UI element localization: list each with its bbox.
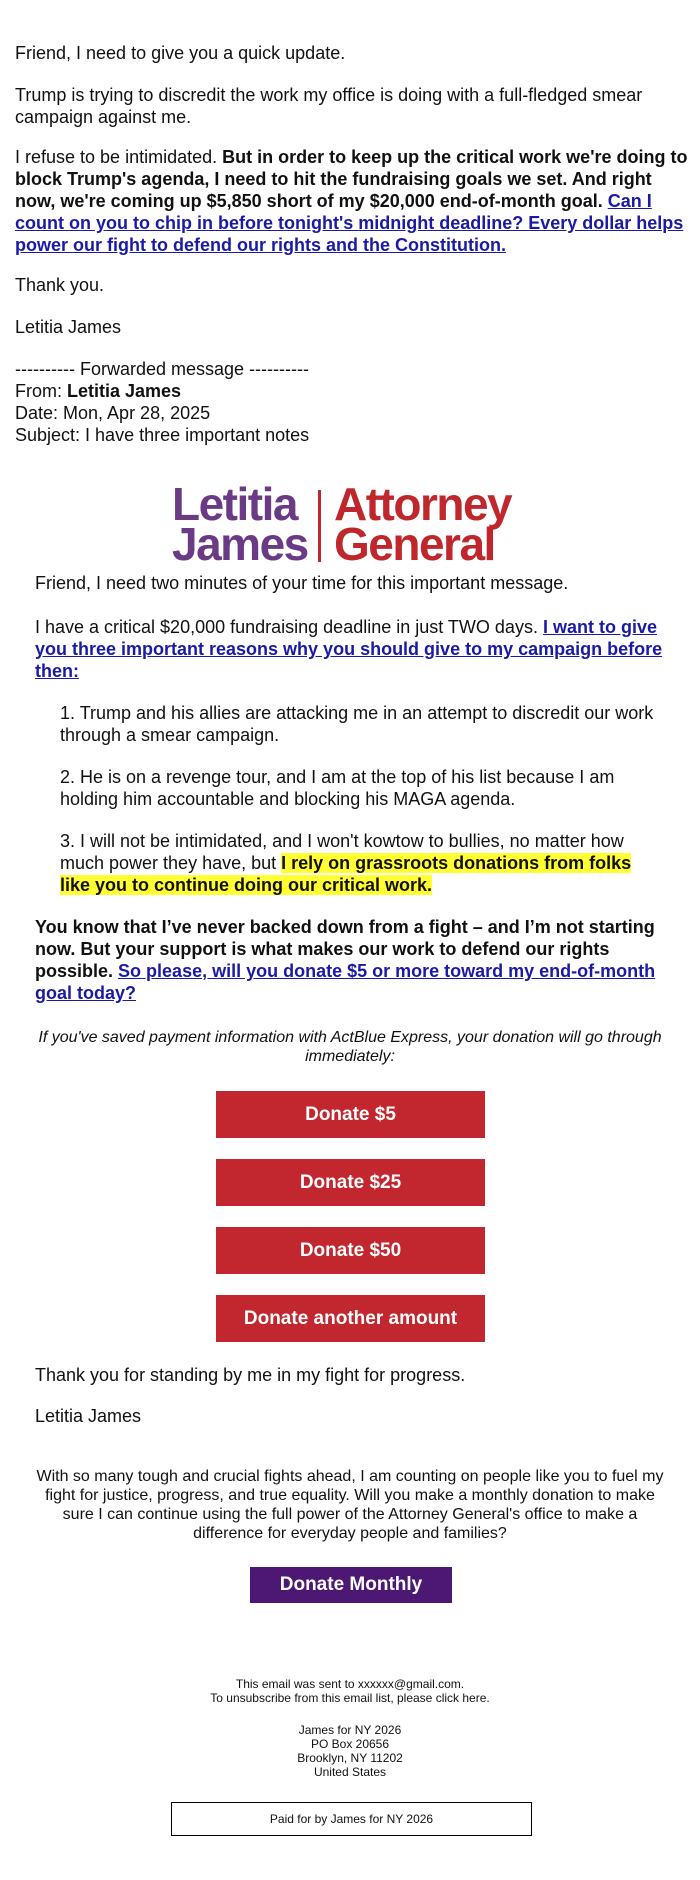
- from-label: From:: [15, 381, 67, 401]
- footer-address: [0, 1723, 700, 1779]
- forwarded-header: ---------- Forwarded message ----------: [15, 359, 309, 379]
- campaign-logo: [172, 478, 532, 570]
- intro-paragraph-2: [15, 146, 690, 256]
- logo-title-line-2: General: [334, 518, 495, 570]
- monthly-pitch: With so many tough and crucial fights ahead, I am counting on people like you to fuel my fight for justice, progress, and true equality. Will you make a monthly donation to make sure I can continue using the full power of the Attorney General's office to make a difference for everyday people and families?: [36, 1468, 664, 1542]
- express-note: If you've saved payment information with ActBlue Express, your donation will go through immediately:: [38, 1029, 662, 1065]
- footer-country: United States: [313, 1765, 387, 1779]
- forwarded-subject: Subject: I have three important notes: [15, 425, 310, 445]
- logo-divider: [318, 490, 321, 562]
- three-reasons-link[interactable]: I want to give you three important reasons why you should give to my campaign before then:: [35, 617, 663, 681]
- forwarded-date: Date: Mon, Apr 28, 2025: [15, 403, 211, 423]
- intro-signature: Letitia James: [15, 317, 122, 337]
- reason-item-3: [60, 830, 665, 896]
- reason-3-highlight: I rely on grassroots donations from folks like you to continue doing our critical work.: [60, 853, 632, 895]
- body-p3-bold: You know that I’ve never backed down from a fight – and I’m not starting now. But your support is what makes our work to defend our rights possible.: [35, 917, 655, 981]
- intro-p2-plain: I refuse to be intimidated.: [15, 147, 223, 167]
- closing-thanks: Thank you for standing by me in my fight for progress.: [35, 1365, 466, 1385]
- paid-for-disclaimer: Paid for by James for NY 2026: [171, 1802, 532, 1836]
- donate-50-button[interactable]: Donate $50: [216, 1227, 485, 1274]
- body-paragraph-2: [35, 616, 670, 682]
- from-name: Letitia James: [67, 381, 182, 401]
- body-paragraph-1: Friend, I need two minutes of your time for this important message.: [35, 573, 569, 593]
- logo-title-line-1: Attorney: [334, 478, 512, 530]
- unsubscribe-prefix: To unsubscribe from this email list, please click: [210, 1691, 463, 1705]
- donate-25-button[interactable]: Donate $25: [216, 1159, 485, 1206]
- footer-city: Brooklyn, NY 11202: [297, 1751, 403, 1765]
- reason-item-2: 2. He is on a revenge tour, and I am at the top of his list because I am holding him accountable and blocking his MAGA agenda.: [60, 767, 615, 809]
- donate-5-button[interactable]: Donate $5: [216, 1091, 485, 1138]
- footer-unsubscribe: [0, 1691, 700, 1705]
- intro-p2-bold: But in order to keep up the critical work we're doing to block Trump's agenda, I need to hit the fundraising goals we set. And right now, we're coming up $5,850 short of my $20,000 end-of-month goal.: [15, 147, 688, 211]
- body-p2-plain: I have a critical $20,000 fundraising deadline in just TWO days.: [35, 617, 543, 637]
- logo-title: [334, 478, 512, 570]
- intro-greeting: Friend, I need to give you a quick update.: [15, 43, 346, 63]
- footer-po-box: PO Box 20656: [310, 1737, 390, 1751]
- intro-paragraph-1: Trump is trying to discredit the work my office is doing with a full-fledged smear campaign against me.: [15, 85, 643, 127]
- donate-monthly-button[interactable]: Donate Monthly: [250, 1567, 452, 1603]
- footer-sent-to: This email was sent to xxxxxx@gmail.com.: [235, 1677, 465, 1691]
- donate-other-button[interactable]: Donate another amount: [216, 1295, 485, 1342]
- logo-first-name: Letitia: [172, 478, 297, 530]
- reason-item-1: 1. Trump and his allies are attacking me in an attempt to discredit our work through a smear campaign.: [60, 703, 654, 745]
- closing-signature: Letitia James: [35, 1406, 142, 1426]
- forwarded-from: [15, 380, 615, 402]
- logo-last-name: James: [172, 518, 308, 570]
- body-paragraph-3: [35, 916, 670, 1004]
- forwarded-block: [15, 358, 615, 446]
- unsubscribe-link[interactable]: here: [462, 1691, 487, 1705]
- intro-thanks: Thank you.: [15, 275, 105, 295]
- unsubscribe-suffix: .: [486, 1691, 490, 1705]
- reason-3-plain: 3. I will not be intimidated, and I won't kowtow to bullies, no matter how much power they have, but: [60, 831, 624, 873]
- footer-org: James for NY 2026: [298, 1723, 402, 1737]
- logo-name: [172, 478, 308, 570]
- donate-five-link[interactable]: So please, will you donate $5 or more toward my end-of-month goal today?: [35, 961, 656, 1003]
- chip-in-link[interactable]: Can I count on you to chip in before tonight's midnight deadline? Every dollar helps power our fight to defend our rights and the Constitution.: [15, 191, 684, 255]
